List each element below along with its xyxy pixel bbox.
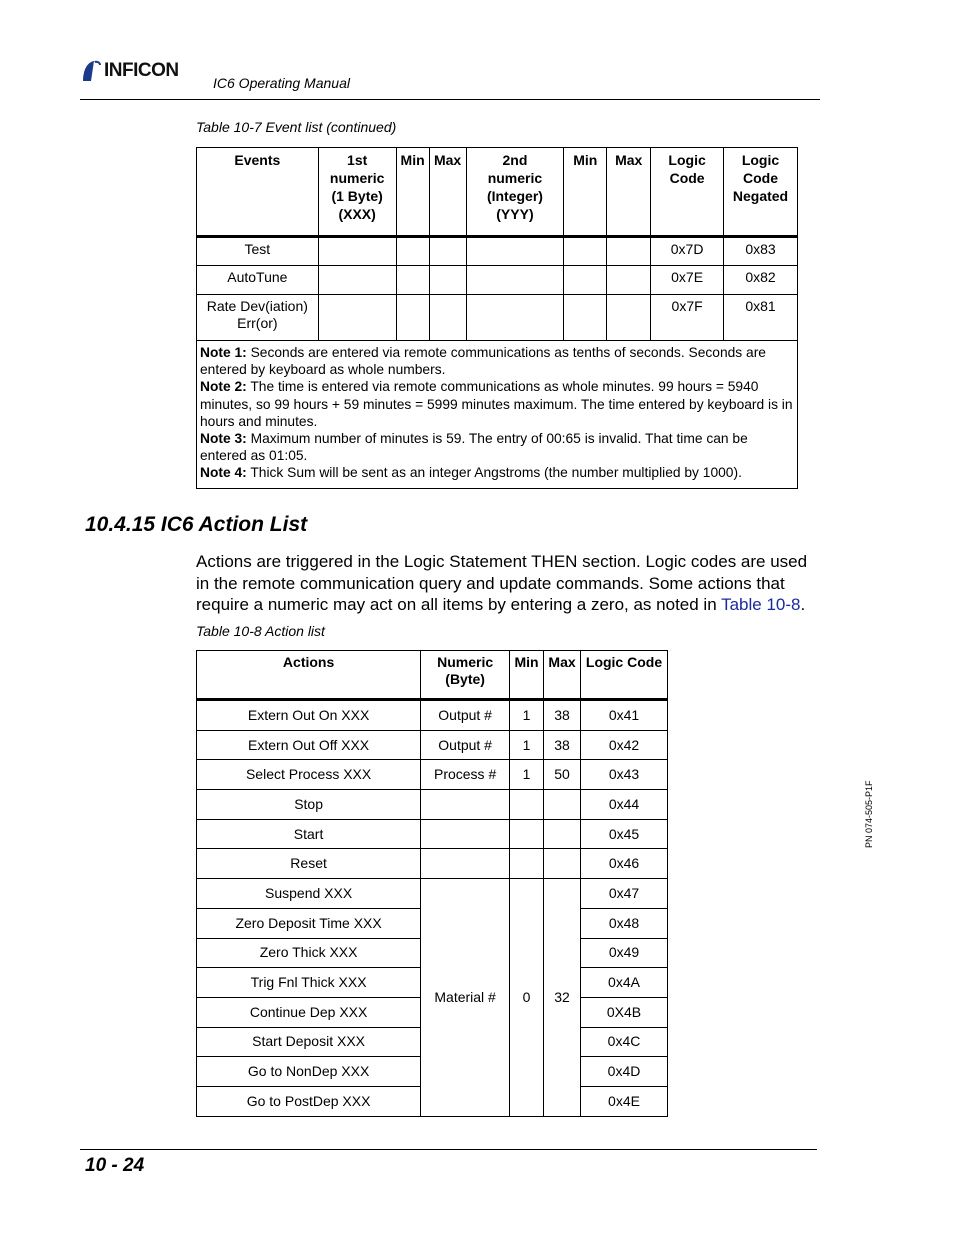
notes-row <box>197 341 798 489</box>
logic-code: 0x7D <box>651 237 724 266</box>
table-row <box>197 760 668 790</box>
action-code: 0x47 <box>581 879 668 909</box>
table-row <box>197 790 668 820</box>
action-name: Go to NonDep XXX <box>197 1057 421 1087</box>
event-name: Test <box>197 237 319 266</box>
action-name: Continue Dep XXX <box>197 997 421 1027</box>
col-min: Min <box>510 651 544 700</box>
action-code: 0x42 <box>581 730 668 760</box>
material-min: 0 <box>510 879 544 1117</box>
action-min: 1 <box>510 760 544 790</box>
material-max: 32 <box>544 879 581 1117</box>
logic-code: 0x7E <box>651 266 724 295</box>
table-row <box>197 879 668 909</box>
action-code: 0x41 <box>581 700 668 731</box>
inficon-logo <box>80 58 179 84</box>
table-row <box>197 730 668 760</box>
logic-code: 0x7F <box>651 295 724 341</box>
action-table-caption: Table 10-8 Action list <box>196 623 325 639</box>
table-row <box>197 819 668 849</box>
table-row <box>197 849 668 879</box>
action-name: Go to PostDep XXX <box>197 1086 421 1116</box>
note-1: Note 1: Seconds are entered via remote communications as tenths of seconds. Seconds are entered by keyboard as whole numbers. <box>200 345 766 378</box>
col-max-1: Max <box>429 148 466 237</box>
logo-text: INFICON <box>104 60 179 81</box>
action-name: Zero Thick XXX <box>197 938 421 968</box>
col-min-2: Min <box>564 148 607 237</box>
col-second-numeric: 2nd numeric (Integer) (YYY) <box>466 148 564 237</box>
action-code: 0x44 <box>581 790 668 820</box>
note-2: Note 2: The time is entered via remote communications as whole minutes. 99 hours = 5940 minutes, so 99 hours + 59 minutes = 5999 minutes maximum. The time entered by keyboard is in hours and minutes. <box>200 379 793 429</box>
part-number-label: PN 074-505-P1F <box>864 780 874 848</box>
col-first-numeric: 1st numeric (1 Byte) (XXX) <box>318 148 396 237</box>
action-numeric: Output # <box>421 700 510 731</box>
action-name: Stop <box>197 790 421 820</box>
col-logic-code-negated: Logic Code Negated <box>724 148 798 237</box>
footer-rule <box>80 1149 817 1150</box>
col-events: Events <box>197 148 319 237</box>
event-table-header-row <box>197 148 798 237</box>
table-row <box>197 266 798 295</box>
action-max: 38 <box>544 700 581 731</box>
action-name: Select Process XXX <box>197 760 421 790</box>
action-name: Start <box>197 819 421 849</box>
logic-code-negated: 0x81 <box>724 295 798 341</box>
logic-code-negated: 0x82 <box>724 266 798 295</box>
manual-title: IC6 Operating Manual <box>213 75 350 91</box>
action-min: 1 <box>510 730 544 760</box>
action-name: Extern Out Off XXX <box>197 730 421 760</box>
action-numeric: Process # <box>421 760 510 790</box>
action-code: 0x4E <box>581 1086 668 1116</box>
action-min: 1 <box>510 700 544 731</box>
event-name: AutoTune <box>197 266 319 295</box>
col-min-1: Min <box>396 148 429 237</box>
action-code: 0x4C <box>581 1027 668 1057</box>
action-name: Trig Fnl Thick XXX <box>197 968 421 998</box>
col-max: Max <box>544 651 581 700</box>
action-code: 0x43 <box>581 760 668 790</box>
event-table <box>196 147 798 489</box>
action-name: Reset <box>197 849 421 879</box>
action-name: Extern Out On XXX <box>197 700 421 731</box>
material-numeric: Material # <box>421 879 510 1117</box>
col-max-2: Max <box>607 148 651 237</box>
note-3: Note 3: Maximum number of minutes is 59. The entry of 00:65 is invalid. That time can be entered as 01:05. <box>200 431 748 464</box>
col-actions: Actions <box>197 651 421 700</box>
action-code: 0x45 <box>581 819 668 849</box>
action-numeric: Output # <box>421 730 510 760</box>
note-4: Note 4: Thick Sum will be sent as an integer Angstroms (the number multiplied by 1000). <box>200 465 742 481</box>
action-table-header-row <box>197 651 668 700</box>
action-max: 50 <box>544 760 581 790</box>
col-logic-code: Logic Code <box>581 651 668 700</box>
action-table <box>196 650 668 1117</box>
notes-cell <box>197 341 798 489</box>
action-name: Suspend XXX <box>197 879 421 909</box>
event-table-caption: Table 10-7 Event list (continued) <box>196 119 397 135</box>
header-rule <box>80 99 820 100</box>
action-max: 38 <box>544 730 581 760</box>
action-code: 0x4A <box>581 968 668 998</box>
event-name: Rate Dev(iation) Err(or) <box>197 295 319 341</box>
table-10-8-link[interactable]: Table 10-8 <box>721 595 801 615</box>
action-code: 0x46 <box>581 849 668 879</box>
inficon-logo-mark-icon <box>80 59 102 83</box>
col-logic-code: Logic Code <box>651 148 724 237</box>
action-name: Zero Deposit Time XXX <box>197 908 421 938</box>
action-code: 0x49 <box>581 938 668 968</box>
col-numeric: Numeric (Byte) <box>421 651 510 700</box>
section-heading: 10.4.15 IC6 Action List <box>85 513 308 536</box>
table-row <box>197 295 798 341</box>
action-name: Start Deposit XXX <box>197 1027 421 1057</box>
logic-code-negated: 0x83 <box>724 237 798 266</box>
action-code: 0x48 <box>581 908 668 938</box>
table-row <box>197 700 668 731</box>
action-code: 0X4B <box>581 997 668 1027</box>
action-code: 0x4D <box>581 1057 668 1087</box>
table-row <box>197 237 798 266</box>
intro-paragraph: Actions are triggered in the Logic Statement THEN section. Logic codes are used in the remote communication query and update commands. Some actions that require a numeric may act on all items by entering a zero, as noted in Table 10-8. <box>196 552 808 615</box>
page-number: 10 - 24 <box>85 1155 145 1176</box>
